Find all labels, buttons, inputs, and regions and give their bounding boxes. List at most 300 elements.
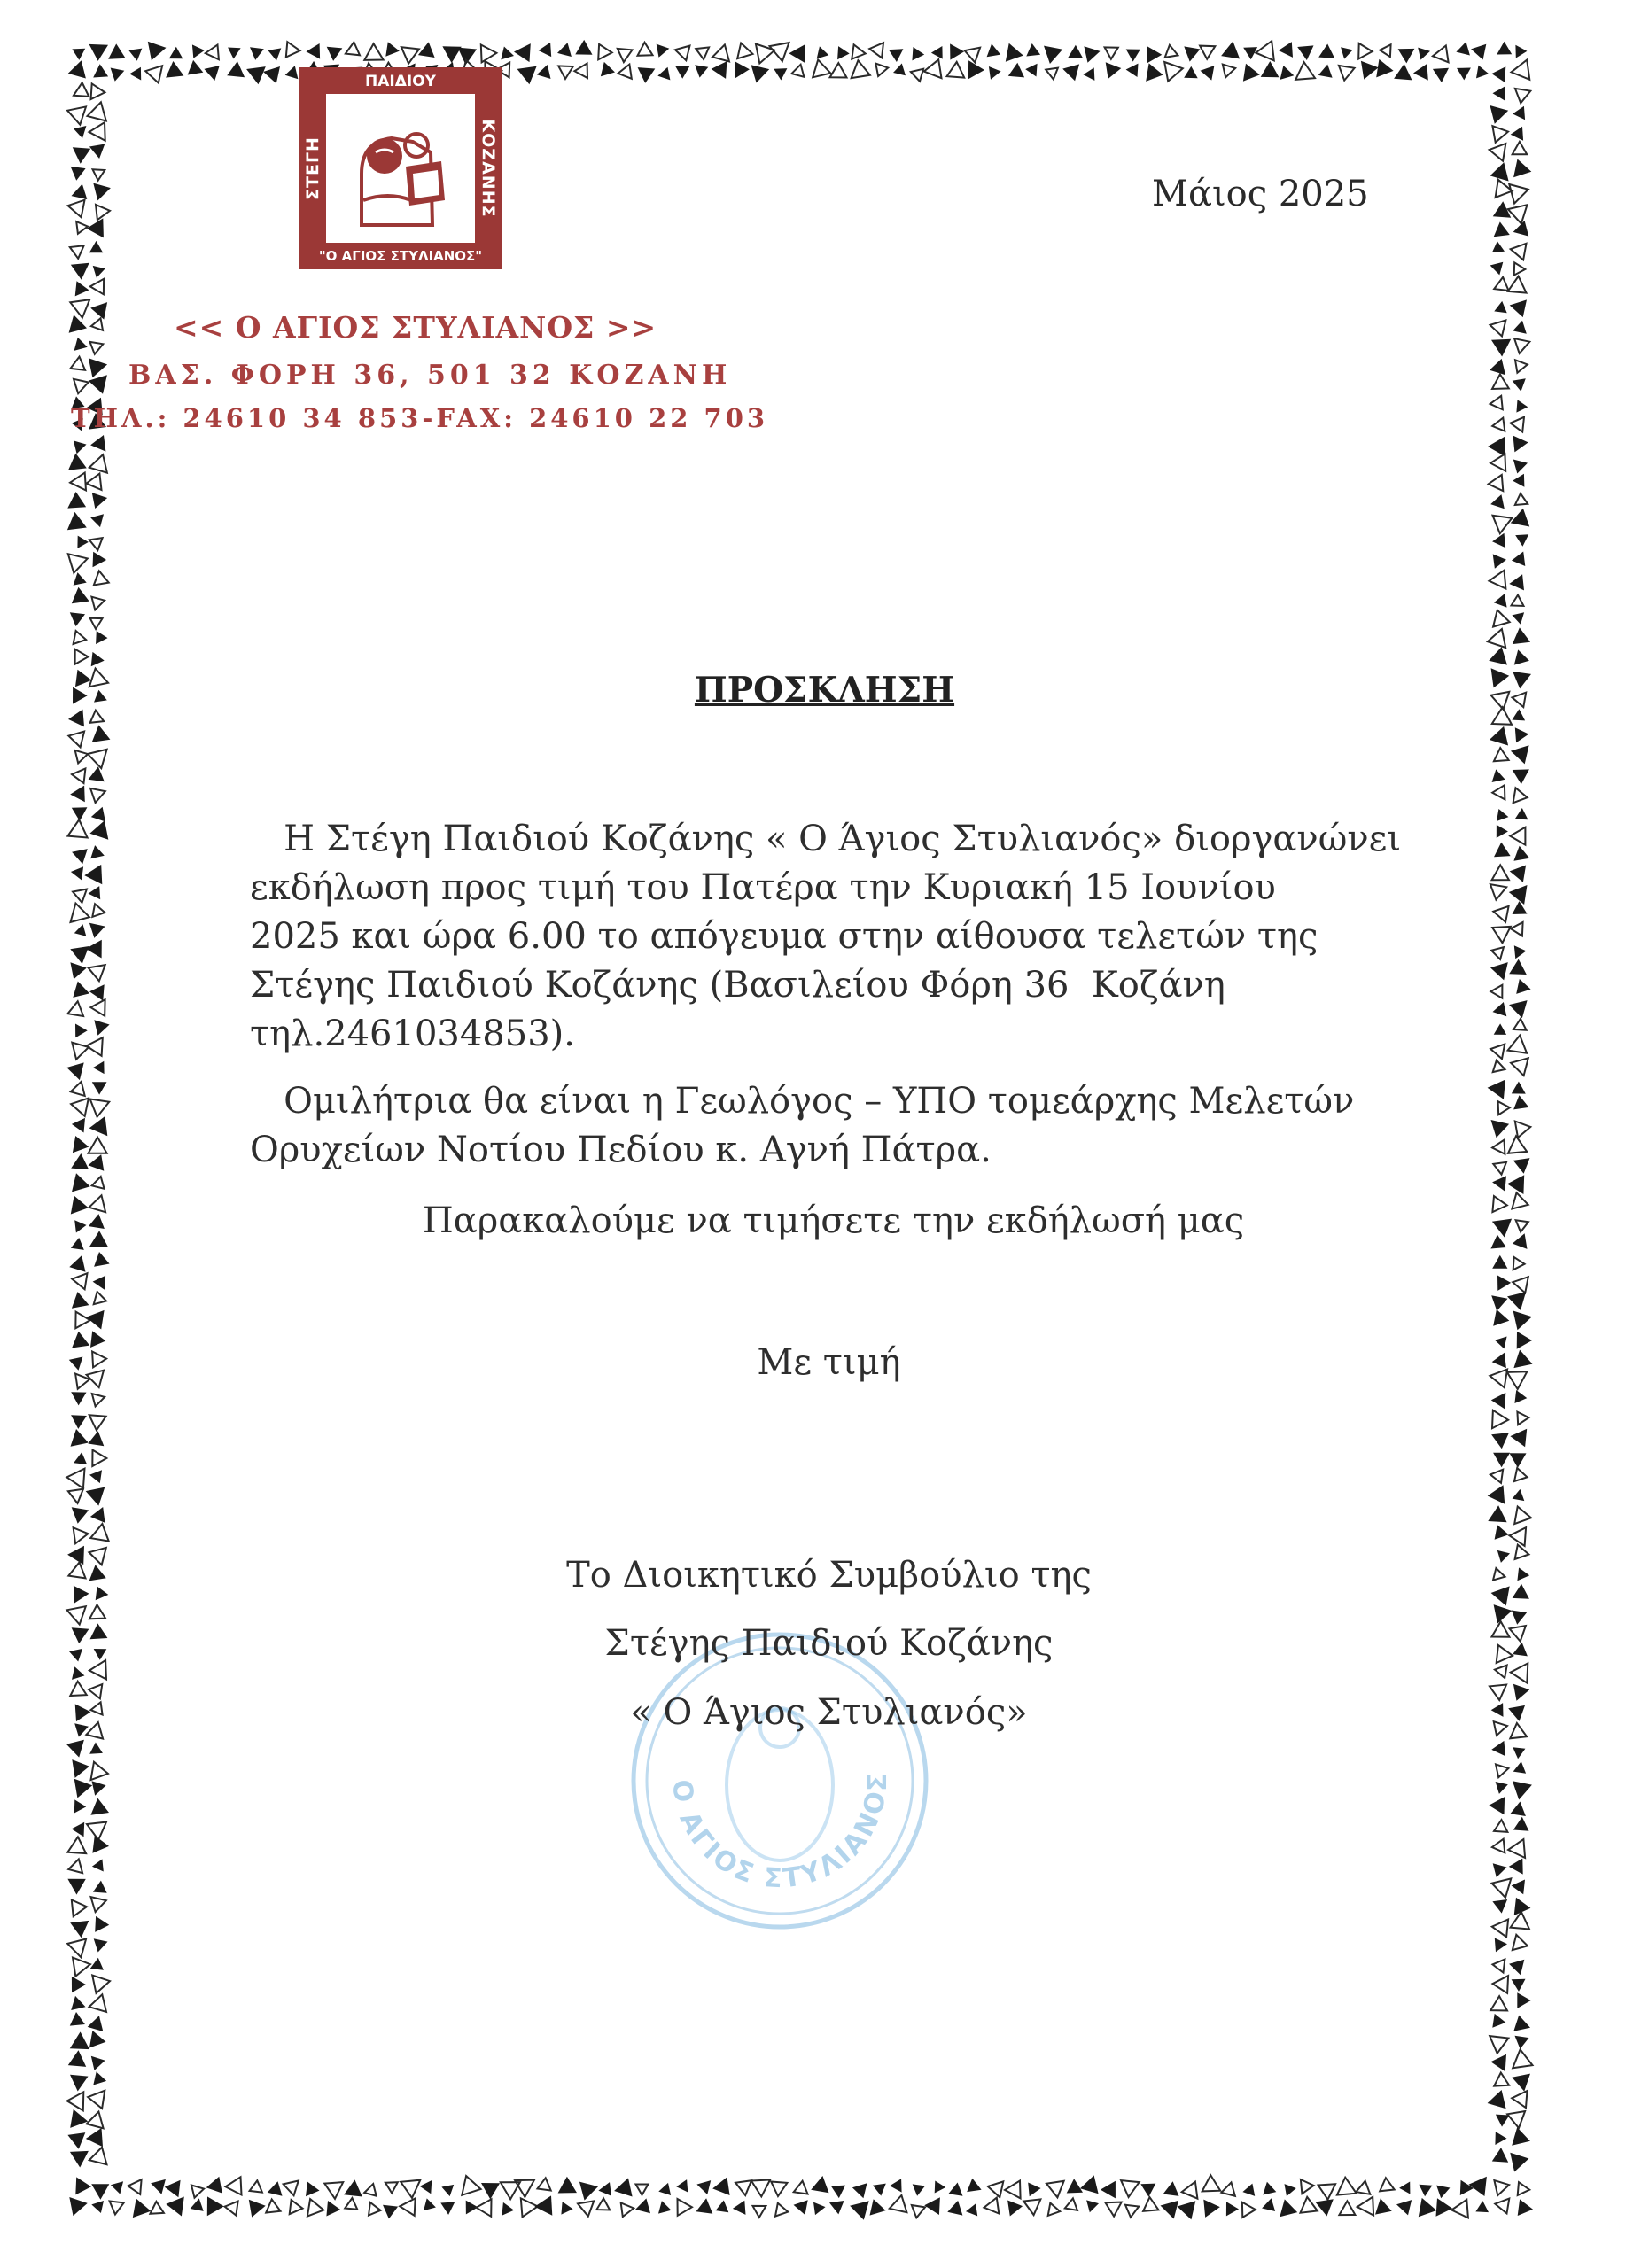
border-triangle xyxy=(89,44,109,61)
border-triangle xyxy=(86,2128,103,2147)
border-triangle xyxy=(74,82,89,97)
border-triangle xyxy=(71,1392,86,1405)
border-triangle xyxy=(1494,2180,1509,2195)
border-triangle xyxy=(1147,46,1163,63)
border-triangle xyxy=(364,43,383,60)
border-triangle xyxy=(1140,2184,1155,2197)
border-triangle xyxy=(72,184,88,199)
border-triangle xyxy=(1492,126,1508,143)
border-triangle xyxy=(68,819,88,837)
border-triangle xyxy=(87,2112,104,2129)
border-triangle xyxy=(1493,516,1513,533)
border-triangle xyxy=(537,65,551,79)
border-triangle xyxy=(696,2180,711,2194)
border-triangle xyxy=(1413,64,1428,81)
border-triangle xyxy=(1263,2182,1276,2195)
border-triangle xyxy=(598,2182,611,2196)
border-triangle xyxy=(73,889,87,903)
border-triangle xyxy=(91,1762,108,1780)
border-triangle xyxy=(1493,1960,1505,1973)
border-triangle xyxy=(1163,2181,1179,2196)
border-triangle xyxy=(1512,612,1524,625)
border-triangle xyxy=(1106,2202,1122,2217)
border-triangle xyxy=(67,1001,83,1016)
border-triangle xyxy=(638,67,656,83)
border-triangle xyxy=(771,2182,787,2197)
border-triangle xyxy=(1318,2184,1336,2200)
border-triangle xyxy=(90,1099,110,1117)
border-triangle xyxy=(226,2177,242,2194)
border-triangle xyxy=(1507,1175,1524,1194)
border-triangle xyxy=(74,440,87,454)
border-triangle xyxy=(93,1881,107,1893)
border-triangle xyxy=(1451,2200,1468,2218)
border-triangle xyxy=(1143,2197,1158,2211)
border-triangle xyxy=(1493,1453,1510,1468)
border-triangle xyxy=(1515,1122,1531,1138)
border-triangle xyxy=(71,1996,85,2010)
border-triangle xyxy=(1512,595,1524,606)
border-triangle xyxy=(1518,2199,1533,2216)
border-triangle xyxy=(1380,44,1390,57)
border-triangle xyxy=(1492,769,1505,782)
border-triangle xyxy=(675,66,690,79)
border-triangle xyxy=(831,2186,845,2199)
border-triangle xyxy=(735,61,750,78)
svg-text:Ο ΑΓΙΟΣ ΣΤΥΛΙΑΝΟΣ xyxy=(665,1770,893,1894)
border-triangle xyxy=(1488,1505,1506,1522)
border-triangle xyxy=(70,962,86,979)
border-triangle xyxy=(249,2200,266,2218)
border-triangle xyxy=(89,1116,108,1136)
letter-title: ΠΡΟΣΚΛΗΣΗ xyxy=(694,670,955,711)
border-triangle xyxy=(657,67,670,81)
border-triangle xyxy=(345,2198,357,2210)
border-triangle xyxy=(1490,1996,1507,2010)
border-triangle xyxy=(1493,1863,1507,1877)
border-triangle xyxy=(968,60,984,79)
border-triangle xyxy=(66,1469,84,1488)
border-triangle xyxy=(1508,1036,1528,1053)
border-triangle xyxy=(869,43,883,58)
border-triangle xyxy=(84,865,102,884)
border-triangle xyxy=(92,1394,105,1406)
border-triangle xyxy=(1512,60,1530,80)
border-triangle xyxy=(614,2178,633,2196)
border-triangle xyxy=(1492,1410,1508,1428)
border-triangle xyxy=(327,47,343,61)
speaker-paragraph xyxy=(250,1077,1354,1175)
border-triangle xyxy=(1511,127,1523,141)
border-triangle xyxy=(72,1173,90,1192)
organization-phone: ΤΗΛ.: 24610 34 853-FAX: 24610 22 703 xyxy=(71,403,769,433)
border-triangle xyxy=(1318,44,1334,58)
border-triangle xyxy=(1492,865,1509,880)
border-triangle xyxy=(74,631,87,644)
border-triangle xyxy=(1492,1255,1507,1269)
border-triangle xyxy=(1490,162,1509,181)
border-triangle xyxy=(598,44,612,59)
border-triangle xyxy=(1510,827,1525,845)
border-triangle xyxy=(1475,2201,1489,2212)
border-triangle xyxy=(791,65,804,77)
border-triangle xyxy=(307,2199,323,2217)
border-triangle xyxy=(1418,48,1430,60)
border-triangle xyxy=(71,263,89,280)
border-triangle xyxy=(191,2186,204,2198)
border-triangle xyxy=(1105,47,1118,58)
border-triangle xyxy=(74,126,86,138)
border-triangle xyxy=(1511,922,1523,936)
border-triangle xyxy=(1223,65,1235,78)
border-triangle xyxy=(89,984,105,1000)
border-triangle xyxy=(947,62,965,78)
border-triangle xyxy=(1512,552,1525,567)
border-triangle xyxy=(86,940,102,959)
border-triangle xyxy=(1491,66,1505,82)
border-triangle xyxy=(1509,1000,1528,1018)
border-triangle xyxy=(74,572,87,586)
border-triangle xyxy=(89,1470,102,1483)
border-triangle xyxy=(1510,299,1527,317)
border-triangle xyxy=(111,68,125,82)
border-triangle xyxy=(1515,808,1528,819)
border-triangle xyxy=(1165,45,1178,58)
border-triangle xyxy=(912,47,924,60)
border-triangle xyxy=(1490,571,1506,589)
border-triangle xyxy=(72,1507,89,1523)
border-triangle xyxy=(96,631,107,644)
border-triangle xyxy=(1068,45,1083,58)
border-triangle xyxy=(88,2091,105,2109)
border-triangle xyxy=(1178,2201,1196,2219)
border-triangle xyxy=(1493,610,1510,627)
border-triangle xyxy=(534,2195,552,2215)
border-triangle xyxy=(967,2179,981,2192)
logo-figure-icon xyxy=(299,67,502,269)
border-triangle xyxy=(92,1082,107,1094)
border-triangle xyxy=(1126,50,1140,62)
border-triangle xyxy=(1495,2132,1506,2145)
border-triangle xyxy=(1200,46,1215,59)
border-triangle xyxy=(74,1799,86,1813)
border-triangle xyxy=(988,2181,1004,2197)
border-triangle xyxy=(574,64,587,79)
border-triangle xyxy=(924,59,942,78)
border-triangle xyxy=(72,849,88,864)
border-triangle xyxy=(71,357,86,370)
border-triangle xyxy=(578,2201,594,2216)
border-triangle xyxy=(1513,321,1527,334)
border-triangle xyxy=(1490,454,1505,470)
border-triangle xyxy=(1106,62,1122,79)
border-triangle xyxy=(87,218,104,237)
border-triangle xyxy=(1488,629,1505,648)
border-triangle xyxy=(89,1154,105,1171)
border-triangle xyxy=(86,1037,102,1056)
border-triangle xyxy=(166,2197,184,2217)
border-triangle xyxy=(1497,1276,1511,1291)
border-triangle xyxy=(1491,1295,1507,1311)
border-triangle xyxy=(1242,2202,1256,2218)
border-triangle xyxy=(70,1921,89,1938)
border-triangle xyxy=(1493,1309,1509,1326)
border-triangle xyxy=(75,649,89,664)
border-triangle xyxy=(1262,2198,1275,2211)
border-triangle xyxy=(751,2180,770,2197)
border-triangle xyxy=(794,2181,808,2194)
border-triangle xyxy=(1433,46,1449,63)
border-triangle xyxy=(266,2200,280,2213)
border-triangle xyxy=(72,1977,86,1992)
border-triangle xyxy=(1492,1176,1506,1191)
border-triangle xyxy=(440,2202,455,2215)
border-triangle xyxy=(89,2148,107,2165)
border-triangle xyxy=(756,44,774,64)
border-triangle xyxy=(1494,2073,1509,2086)
border-triangle xyxy=(228,48,241,59)
border-triangle xyxy=(1086,2200,1099,2212)
border-triangle xyxy=(1511,1058,1528,1076)
border-triangle xyxy=(1028,2183,1040,2197)
border-triangle xyxy=(1495,1938,1507,1953)
border-triangle xyxy=(1508,1136,1527,1153)
border-triangle xyxy=(441,2185,454,2196)
border-triangle xyxy=(558,66,573,79)
paragraph-line: 2025 και ώρα 6.00 το απόγευμα στην αίθουσα τελετών της xyxy=(250,916,1318,957)
border-triangle xyxy=(67,2132,85,2149)
border-triangle xyxy=(1357,2197,1373,2216)
border-triangle xyxy=(1517,1412,1528,1425)
border-triangle xyxy=(72,1822,85,1837)
border-triangle xyxy=(1493,1060,1505,1072)
border-triangle xyxy=(636,2185,649,2195)
border-triangle xyxy=(1510,1429,1527,1448)
border-triangle xyxy=(1184,46,1200,61)
border-triangle xyxy=(191,2198,204,2211)
border-triangle xyxy=(1394,64,1412,80)
border-triangle xyxy=(1495,1666,1507,1679)
border-triangle xyxy=(1517,1992,1530,2008)
border-triangle xyxy=(1460,2180,1474,2195)
border-triangle xyxy=(92,725,111,742)
border-triangle xyxy=(93,169,105,180)
border-triangle xyxy=(70,2075,89,2092)
border-triangle xyxy=(1513,1257,1525,1270)
border-triangle xyxy=(618,49,633,62)
border-triangle xyxy=(69,2197,87,2216)
border-triangle xyxy=(93,1276,106,1290)
border-triangle xyxy=(1514,1507,1531,1525)
border-triangle xyxy=(400,2198,415,2216)
border-triangle xyxy=(1491,1393,1506,1410)
border-triangle xyxy=(72,1273,87,1289)
border-triangle xyxy=(70,473,86,491)
border-triangle xyxy=(558,2177,577,2194)
border-triangle xyxy=(90,1958,104,1970)
border-triangle xyxy=(76,221,88,234)
border-triangle xyxy=(68,710,84,727)
border-triangle xyxy=(71,866,83,880)
border-triangle xyxy=(1513,106,1525,120)
border-triangle xyxy=(290,2200,303,2214)
border-triangle xyxy=(165,2180,181,2197)
border-triangle xyxy=(538,2178,551,2190)
border-triangle xyxy=(1512,2127,1530,2145)
border-triangle xyxy=(1490,884,1506,899)
border-triangle xyxy=(1396,2200,1412,2215)
border-triangle xyxy=(93,266,105,278)
border-triangle xyxy=(852,44,865,58)
border-triangle xyxy=(852,2183,867,2198)
border-triangle xyxy=(1514,945,1527,959)
border-triangle xyxy=(514,43,531,62)
border-triangle xyxy=(70,299,89,318)
border-triangle xyxy=(561,2202,572,2215)
border-triangle xyxy=(913,2184,925,2195)
border-triangle xyxy=(108,43,126,58)
border-triangle xyxy=(1491,947,1504,959)
border-triangle xyxy=(1182,2182,1198,2199)
border-triangle xyxy=(1496,2115,1510,2127)
border-triangle xyxy=(1398,49,1415,64)
border-triangle xyxy=(712,44,729,61)
border-triangle xyxy=(364,2184,377,2196)
border-triangle xyxy=(1494,843,1511,858)
border-triangle xyxy=(89,454,107,473)
border-triangle xyxy=(1046,2181,1064,2198)
border-triangle xyxy=(1494,1820,1507,1832)
border-triangle xyxy=(89,1415,106,1430)
border-triangle xyxy=(1490,962,1508,980)
border-triangle xyxy=(192,44,205,58)
border-triangle xyxy=(1184,66,1198,79)
border-triangle xyxy=(1509,959,1527,975)
border-triangle xyxy=(875,64,888,76)
border-triangle xyxy=(1492,2148,1508,2163)
border-triangle xyxy=(1492,2014,1505,2028)
border-triangle xyxy=(1495,2199,1509,2214)
border-triangle xyxy=(1513,159,1531,178)
border-triangle xyxy=(712,61,727,79)
border-triangle xyxy=(67,1606,86,1624)
border-triangle xyxy=(67,512,87,530)
organization-name: << Ο ΑΓΙΟΣ ΣΤΥΛΙΑΝΟΣ >> xyxy=(174,310,657,345)
border-triangle xyxy=(1456,42,1470,55)
border-triangle xyxy=(89,923,105,938)
border-triangle xyxy=(1494,221,1510,237)
border-triangle xyxy=(70,2031,89,2049)
border-triangle xyxy=(1492,1140,1505,1154)
border-triangle xyxy=(268,2181,283,2195)
border-triangle xyxy=(1476,66,1489,79)
request-line: Παρακαλούμε να τιμήσετε την εκδήλωσή μας xyxy=(422,1200,1245,1241)
border-triangle xyxy=(1492,1920,1508,1938)
border-triangle xyxy=(912,2205,925,2218)
border-triangle xyxy=(817,46,829,58)
border-triangle xyxy=(1492,785,1505,799)
border-triangle xyxy=(94,1292,106,1304)
border-triangle xyxy=(1146,63,1163,82)
border-triangle xyxy=(813,2202,826,2216)
border-triangle xyxy=(751,65,770,82)
border-triangle xyxy=(676,2179,688,2192)
border-triangle xyxy=(306,2182,320,2197)
border-triangle xyxy=(145,66,162,82)
border-triangle xyxy=(72,587,89,604)
border-triangle xyxy=(1513,1277,1528,1293)
border-triangle xyxy=(462,2176,480,2195)
border-triangle xyxy=(1510,1453,1527,1468)
border-triangle xyxy=(250,47,264,60)
border-triangle xyxy=(1514,1468,1528,1481)
border-triangle xyxy=(1513,788,1528,803)
border-triangle xyxy=(1515,360,1528,373)
border-triangle xyxy=(91,2201,104,2213)
border-triangle xyxy=(1457,68,1471,81)
border-triangle xyxy=(1515,727,1529,742)
organization-address: ΒΑΣ. ΦΟΡΗ 36, 501 32 ΚΟΖΑΝΗ xyxy=(128,360,732,391)
border-triangle xyxy=(1358,43,1373,59)
border-triangle xyxy=(1511,417,1524,432)
border-triangle xyxy=(1494,1604,1513,1624)
border-triangle xyxy=(1380,2178,1394,2191)
border-triangle xyxy=(476,2199,491,2217)
border-triangle xyxy=(638,43,653,56)
border-triangle xyxy=(89,358,107,377)
signature-line-1: Το Διοικητικό Συμβούλιο της xyxy=(566,1555,1092,1596)
border-triangle xyxy=(948,2183,962,2196)
border-triangle xyxy=(1513,1158,1530,1174)
border-triangle xyxy=(418,42,435,58)
paragraph-line: τηλ.2461034853). xyxy=(250,1014,575,1054)
border-triangle xyxy=(92,493,107,509)
border-triangle xyxy=(1513,142,1528,154)
border-triangle xyxy=(935,2181,946,2194)
border-triangle xyxy=(89,375,107,394)
border-triangle xyxy=(1492,418,1505,431)
border-triangle xyxy=(1226,2202,1239,2216)
border-triangle xyxy=(90,788,105,803)
border-triangle xyxy=(73,1958,90,1977)
organization-logo xyxy=(299,67,502,269)
border-triangle xyxy=(1515,534,1528,546)
border-triangle xyxy=(67,106,86,124)
border-triangle xyxy=(1491,1433,1509,1449)
border-triangle xyxy=(68,1859,82,1873)
border-triangle xyxy=(72,1900,87,1917)
border-triangle xyxy=(1494,301,1506,313)
border-triangle xyxy=(1513,2016,1530,2031)
border-triangle xyxy=(88,750,107,768)
border-triangle xyxy=(1490,359,1505,375)
border-triangle xyxy=(93,1061,105,1074)
border-triangle xyxy=(1494,594,1507,607)
border-triangle xyxy=(68,200,85,218)
border-triangle xyxy=(385,2182,398,2193)
border-triangle xyxy=(1497,825,1508,838)
border-triangle xyxy=(1492,374,1509,389)
border-triangle xyxy=(1046,68,1058,80)
border-triangle xyxy=(424,2198,436,2210)
border-triangle xyxy=(1513,627,1530,644)
border-triangle xyxy=(92,904,105,917)
border-triangle xyxy=(1511,1912,1529,1930)
border-triangle xyxy=(678,2199,692,2216)
border-triangle xyxy=(73,982,89,998)
border-triangle xyxy=(1084,67,1095,81)
border-triangle xyxy=(86,1487,105,1506)
